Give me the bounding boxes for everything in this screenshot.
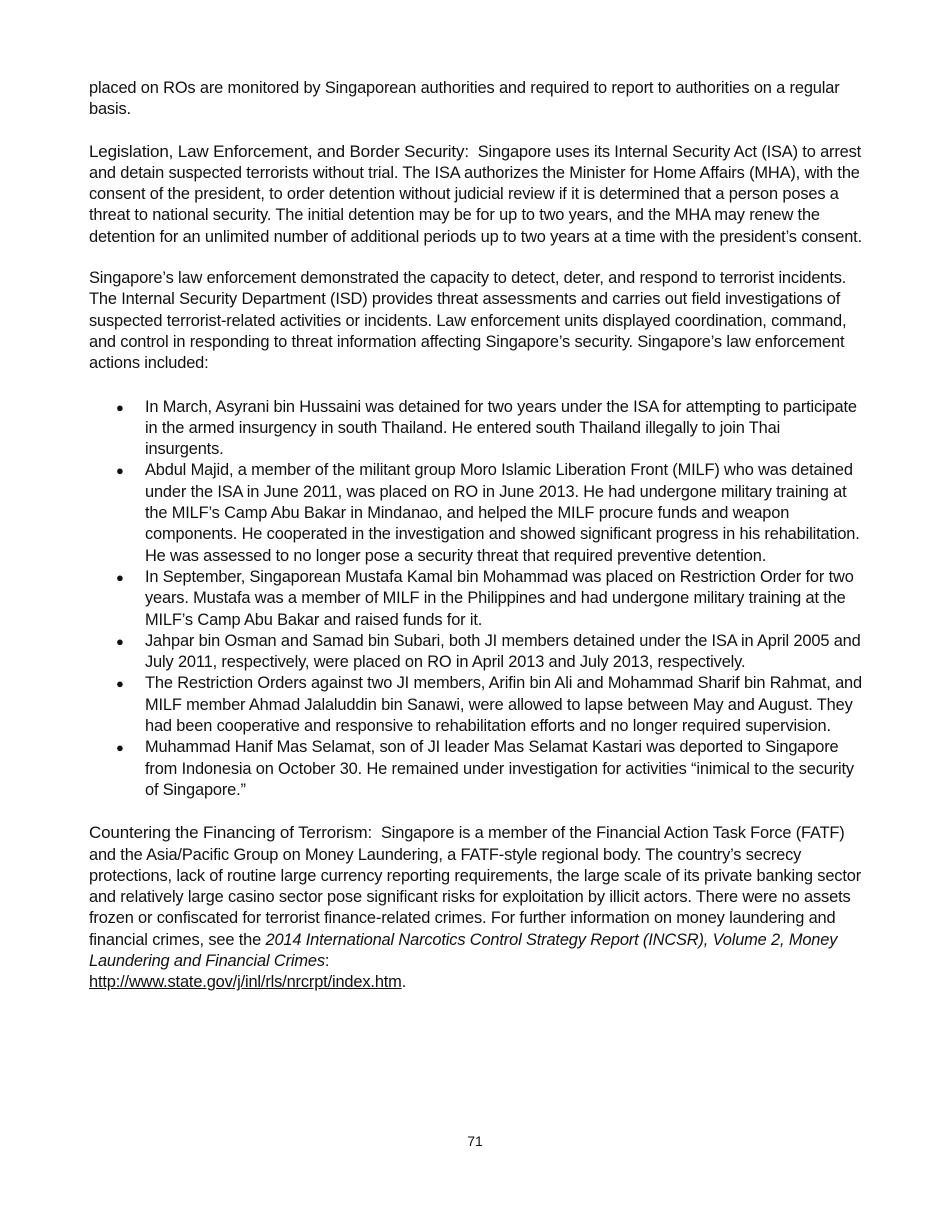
list-item [89, 567, 863, 631]
colon-text: : [324, 951, 330, 970]
list-item-text: Abdul Majid, a member of the militant group Moro Islamic Liberation Front (MILF) who was detained under the ISA in June 2011, was placed on RO in June 2013. He had undergone military training at the MILF’s Camp Abu Bakar in Mindanao, and helped the MILF procure funds and weapon components. He cooperated in the investigation and showed significant progress in his rehabilitation. He was assessed to no longer pose a security threat that required preventive detention. [145, 461, 860, 565]
bullet-icon: ● [116, 676, 124, 692]
page-number: 71 [467, 1133, 483, 1149]
legislation-text: Singapore uses its Internal Security Act (ISA) to arrest and detain suspected terrorists without trial. The ISA authorizes the Minister for Home Affairs (MHA), with the consent of the president, to order detention without judicial review if it is determined that a person poses a threat to national security. The initial detention may be for up to two years, and the MHA may renew the detention for an unlimited number of additional periods up to two years at a time with the president’s consent. [89, 142, 862, 246]
list-item [89, 631, 863, 674]
bullet-icon: ● [116, 399, 124, 415]
list-item [89, 673, 863, 737]
list-item-text: Jahpar bin Osman and Samad bin Subari, both JI members detained under the ISA in April 2005 and July 2011, respectively, were placed on RO in April 2013 and July 2013, respectively. [145, 631, 861, 672]
report-link[interactable]: http://www.state.gov/j/inl/rls/nrcrpt/index.htm [89, 973, 402, 992]
list-item [89, 397, 863, 461]
report-title: 2014 International Narcotics Control Strategy Report (INCSR), Volume 2, Money Laundering and Financial Crimes [89, 930, 838, 970]
bullet-icon: ● [116, 463, 124, 479]
intro-paragraph: placed on ROs are monitored by Singaporean authorities and required to report to authorities on a regular basis. [89, 79, 840, 119]
list-item-text: In March, Asyrani bin Hussaini was detained for two years under the ISA for attempting to participate in the armed insurgency in south Thailand. He entered south Thailand illegally to join Thai insurgents. [145, 397, 857, 459]
list-item [89, 737, 863, 801]
document-page [89, 78, 863, 994]
legislation-heading: Legislation, Law Enforcement, and Border Security: [89, 141, 469, 161]
bullet-icon: ● [116, 740, 124, 756]
bullet-icon: ● [116, 633, 124, 649]
bullet-icon: ● [116, 569, 124, 585]
list-item [89, 460, 863, 566]
enforcement-actions-list [89, 397, 863, 802]
list-item-text: Muhammad Hanif Mas Selamat, son of JI leader Mas Selamat Kastari was deported to Singapore from Indonesia on October 30. He remained under investigation for activities “inimical to the security of Singapore.” [145, 738, 854, 799]
list-item-text: The Restriction Orders against two JI members, Arifin bin Ali and Mohammad Sharif bin Rahmat, and MILF member Ahmad Jalaluddin bin Sanawi, were allowed to lapse between May and August. They had been cooperative and responsive to rehabilitation efforts and no longer required supervision. [145, 674, 862, 736]
financing-text: Singapore is a member of the Financial Action Task Force (FATF) and the Asia/Pacific Group on Money Laundering, a FATF-style regional body. The country’s secrecy protections, lack of routine large currency reporting requirements, the large scale of its private banking sector and relatively large casino sector pose significant risks for exploitation by illicit actors. There were no assets frozen or confiscated for terrorist finance-related crimes. For further information on money laundering and financial crimes, see the [89, 824, 862, 949]
list-item-text: In September, Singaporean Mustafa Kamal bin Mohammad was placed on Restriction Order for two years. Mustafa was a member of MILF in the Philippines and had undergone military training at the MILF’s Camp Abu Bakar and raised funds for it. [145, 567, 854, 629]
law-enforcement-paragraph: Singapore’s law enforcement demonstrated the capacity to detect, deter, and respond to terrorist incidents. The Internal Security Department (ISD) provides threat assessments and carries out field investigations of suspected terrorist-related activities or incidents. Law enforcement units displayed coordination, command, and control in responding to threat information affecting Singapore’s security. Singapore’s law enforcement actions included: [89, 269, 847, 373]
end-period: . [401, 973, 407, 992]
financing-heading: Countering the Financing of Terrorism: [89, 823, 373, 843]
legislation-section [89, 141, 863, 248]
financing-section [89, 822, 863, 993]
